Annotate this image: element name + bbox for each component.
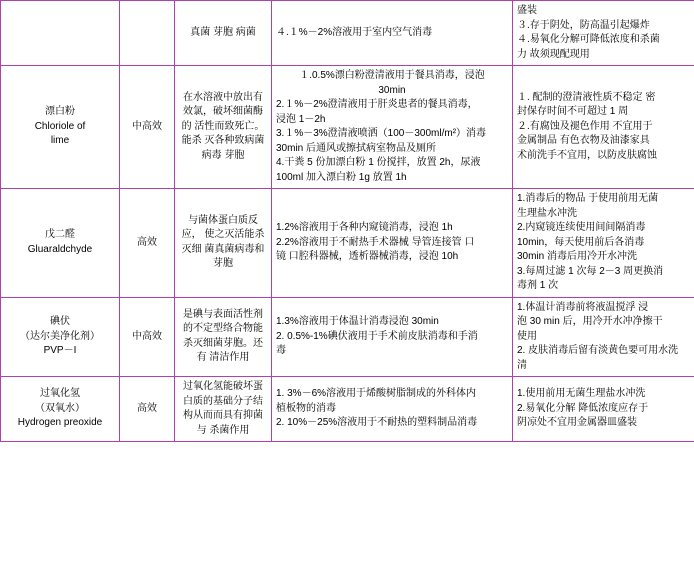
notes-line: ２.有腐蚀及褪色作用 不宜用于 — [517, 120, 653, 132]
notes-line: 清 — [517, 359, 527, 371]
cell-mechanism — [175, 377, 272, 442]
notes-line: 生理盐水冲洗 — [517, 207, 577, 219]
mechanism-line: 真菌 芽胞 — [190, 26, 233, 38]
usage-line: 植板物的消毒 — [276, 402, 336, 414]
cell-name — [1, 189, 120, 298]
notes-line: 3.每周过滤 1 次每 2－3 周更换消 — [517, 265, 664, 277]
notes-line: 10min，每天使用前后各消毒 — [517, 236, 645, 248]
usage-line: 3.１%－3%澄清液喷洒（100－300ml/m²）消毒 — [276, 128, 487, 139]
notes-line: ３.存于阴处，防高温引起爆炸 — [517, 19, 650, 31]
cell-usage — [272, 297, 513, 377]
mechanism-line: 病菌 — [235, 26, 256, 38]
notes-line: 阴凉处不宜用金属器皿盛装 — [517, 417, 637, 429]
mechanism-line: 菌真菌病毒和芽胞 — [204, 243, 265, 270]
cell-name — [1, 66, 120, 189]
cell-name — [1, 377, 120, 442]
notes-line: 术前洗手不宜用，以防皮肤腐蚀 — [517, 149, 657, 161]
notes-line: 使用 — [517, 330, 537, 342]
table-body — [1, 1, 694, 442]
usage-line: ４.１%－2%溶液用于室内空气消毒 — [276, 26, 433, 38]
name-line: Hydrogen preoxide — [17, 417, 103, 429]
mechanism-line: 效氯，破坏细菌酶的 — [181, 106, 263, 132]
cell-level: 中高效 — [120, 297, 175, 377]
cell-mechanism — [175, 66, 272, 189]
cell-name — [1, 1, 120, 66]
name-line: 碘伏 — [50, 316, 70, 327]
cell-notes — [513, 1, 694, 66]
mechanism-line: 活性而致死亡。能杀 — [181, 120, 265, 147]
usage-line: 浸泡 1－2h — [276, 113, 326, 125]
mechanism-line: 芽胞 — [224, 149, 245, 161]
notes-line: 1.消毒后的物品 于使用前用无菌 — [517, 193, 659, 204]
notes-line: 毒剂 1 次 — [517, 280, 559, 291]
mechanism-line: 在水溶液中放出有 — [183, 91, 263, 103]
cell-level: 中高效 — [120, 66, 175, 189]
mechanism-line: 是碘与表面活性剂 — [183, 308, 263, 320]
notes-line: 2.内窥镜连续使用间间隔消毒 — [517, 222, 646, 233]
mechanism-line: 白质的基础分子结 — [183, 395, 263, 407]
cell-usage — [272, 1, 513, 66]
notes-line: 金属制品 有色衣物及油漆家具 — [517, 135, 650, 147]
cell-mechanism — [175, 1, 272, 66]
notes-line: １. 配制的澄清液性质不稳定 密 — [517, 91, 656, 103]
name-line: Chloriole of — [34, 120, 86, 132]
usage-line: 4.干粪 5 份加漂白粉 1 份搅拌，放置 2h，尿液 — [276, 157, 481, 168]
cell-notes — [513, 377, 694, 442]
mechanism-line: 过氧化氢能破坏蛋 — [183, 381, 263, 392]
notes-line: 2. 皮肤消毒后留有淡黄色要可用水洗 — [517, 345, 679, 356]
table-row — [1, 189, 694, 298]
name-line: PVP－I — [43, 345, 77, 356]
cell-usage — [272, 377, 513, 442]
usage-line: １.0.5%漂白粉澄清液用于餐具消毒，浸泡 — [299, 70, 485, 81]
mechanism-line: 构从而而具有抑菌与 — [183, 410, 263, 436]
cell-level — [120, 1, 175, 66]
table-row — [1, 297, 694, 377]
name-line: 过氧化氢 — [40, 388, 80, 400]
cell-notes — [513, 66, 694, 189]
notes-line: 1.使用前用无菌生理盐水冲洗 — [517, 388, 646, 400]
usage-line: 2. 0.5%-1%碘伏液用于手术前皮肤消毒和手消 — [276, 330, 478, 342]
table-row — [1, 66, 694, 189]
usage-line: 1.3%溶液用于体温计消毒浸泡 30min — [276, 316, 439, 327]
cell-name — [1, 297, 120, 377]
mechanism-line: 的不定型络合物能 — [183, 323, 263, 335]
mechanism-line: 与菌体蛋白质反应， — [181, 214, 258, 241]
usage-line: 镜 口腔科器械，透析器械消毒，浸泡 10h — [276, 251, 459, 262]
cell-usage — [272, 66, 513, 189]
mechanism-line: 杀菌作用 — [209, 424, 250, 436]
name-line: 漂白粉 — [45, 106, 75, 118]
usage-line: 30min — [378, 84, 406, 96]
mechanism-line: 杀灭细菌芽胞。还有 — [183, 337, 263, 364]
cell-notes — [513, 189, 694, 298]
mechanism-line: 灭各种致病菌 病毒 — [201, 135, 265, 161]
cell-level: 高效 — [120, 189, 175, 298]
notes-line: ４.易氧化分解可降低浓度和杀菌 — [517, 34, 660, 45]
cell-notes — [513, 297, 694, 377]
usage-line: 2. 10%－25%溶液用于不耐热的塑料制品消毒 — [276, 417, 478, 429]
notes-line: 2.易氧化分解 降低浓度应存于 — [517, 402, 649, 414]
mechanism-line: 清洁作用 — [209, 352, 250, 364]
notes-line: 封保存时间不可超过 1 周 — [517, 106, 629, 118]
notes-line: 力 故须现配现用 — [517, 48, 590, 60]
name-line: Gluaraldchyde — [27, 243, 93, 255]
cell-level: 高效 — [120, 377, 175, 442]
usage-line: 1. 3%－6%溶液用于烯酸树脂制成的外科体内 — [276, 388, 477, 400]
cell-mechanism — [175, 297, 272, 377]
usage-line: 2.１%－2%澄清液用于肝炎患者的餐具消毒， — [276, 99, 478, 110]
name-line: （双氧水） — [35, 402, 85, 414]
notes-line: 1.体温计消毒前将液温搅浮 浸 — [517, 301, 649, 313]
cell-usage — [272, 189, 513, 298]
usage-line: 30min 后通风或擦拭病室物品及厕所 — [276, 142, 437, 154]
notes-line: 30min 消毒后用冷开水冲洗 — [517, 251, 638, 262]
name-line: 戊二醛 — [45, 229, 75, 241]
name-line: （达尔美净化剂） — [20, 330, 100, 342]
table-row — [1, 377, 694, 442]
mechanism-line: 使之灭活能杀灭细 — [181, 229, 265, 255]
name-line: lime — [50, 135, 70, 147]
notes-line: 泡 30 min 后，用冷开水冲净擦干 — [517, 316, 663, 327]
usage-line: 毒 — [276, 345, 286, 356]
notes-line: 盛装 — [517, 5, 537, 16]
usage-line: 1.2%溶液用于各种内窥镜消毒，浸泡 1h — [276, 222, 453, 233]
usage-line: 2.2%溶液用于不耐热手术器械 导管连接管 口 — [276, 236, 475, 248]
cell-mechanism — [175, 189, 272, 298]
usage-line: 100ml 加入漂白粉 1g 放置 1h — [276, 171, 407, 183]
table-row — [1, 1, 694, 66]
